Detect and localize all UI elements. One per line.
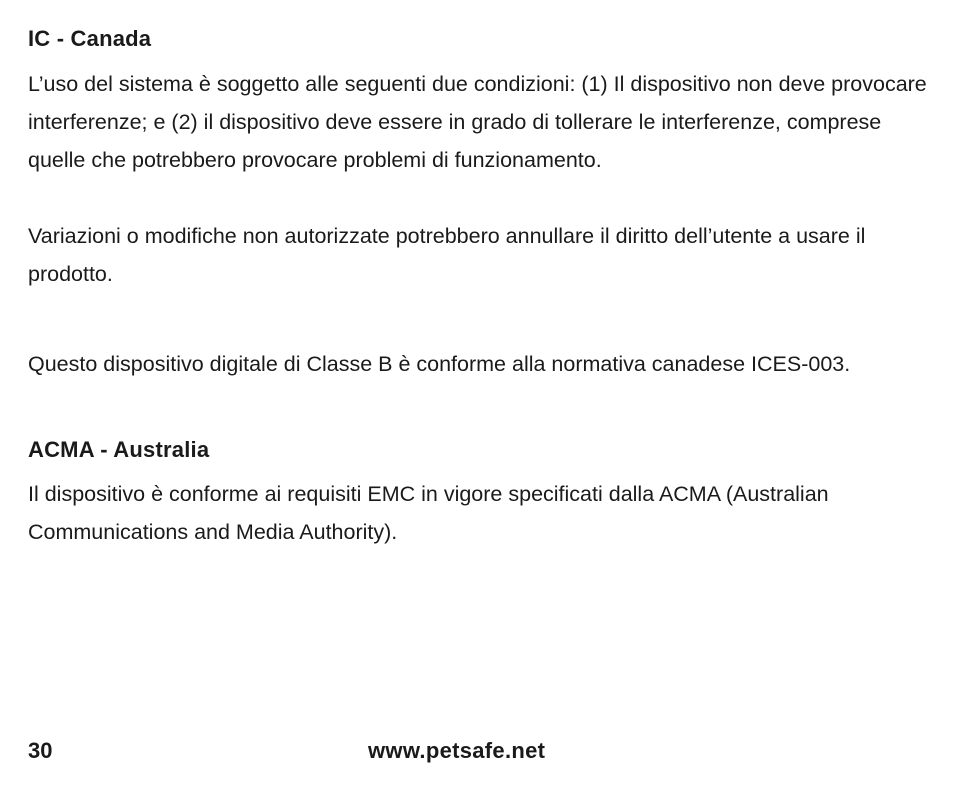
footer-website-link[interactable]: www.petsafe.net [368,738,546,763]
document-page [28,24,928,551]
paragraph-operating-conditions: L’uso del sistema è soggetto alle seguenti due condizioni: (1) Il dispositivo non deve provocare interferenze; e (2) il dispositivo deve essere in grado di tollerare le interferenze, comprese quelle che potrebbero provocare problemi di funzionamento. [28,72,927,172]
paragraph-unauthorized-modifications: Variazioni o modifiche non autorizzate potrebbero annullare il diritto dell’utente a usare il prodotto. [28,224,866,286]
paragraph-emc-compliance: Il dispositivo è conforme ai requisiti EMC in vigore specificati dalla ACMA (Australian Communications and Media Authority). [28,482,829,544]
paragraph-ices-compliance: Questo dispositivo digitale di Classe B è conforme alla normativa canadese ICES-003. [28,352,851,376]
page-number: 30 [28,738,53,763]
section-heading-ic-canada: IC - Canada [28,26,152,51]
section-heading-acma-australia: ACMA - Australia [28,437,210,462]
